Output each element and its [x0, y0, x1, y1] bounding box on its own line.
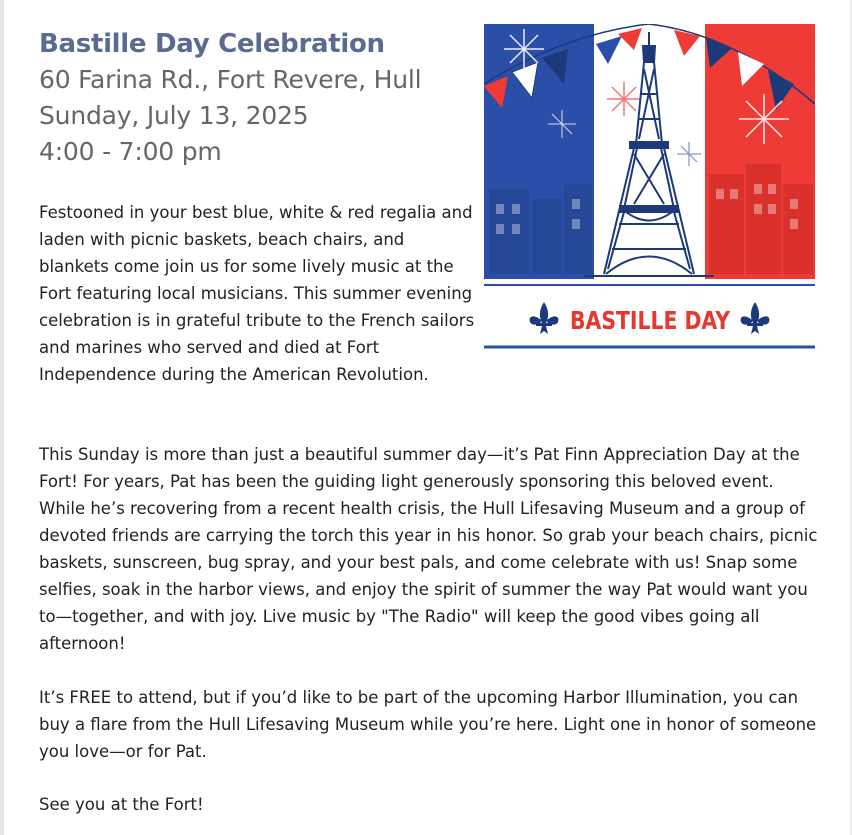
firework-icon-left [504, 29, 544, 69]
event-address: 60 Farina Rd., Fort Revere, Hull [39, 65, 422, 94]
event-date: Sunday, July 13, 2025 [39, 101, 309, 130]
intro-paragraph: Festooned in your best blue, white & red regalia and laden with picnic baskets, beach chairs, and blankets come join us for some lively music at the Fort featuring local musicians. This summer evening celebration is in grateful tribute to the French sailors and marines who served and died at Fort Independence during the American Revolution. [39, 203, 475, 384]
left-border [0, 0, 4, 835]
poster-banner-text: BASTILLE DAY [570, 306, 731, 335]
firework-icon-center [607, 82, 641, 116]
appreciation-paragraph: This Sunday is more than just a beautiful summer day—it’s Pat Finn Appreciation Day at the Fort! For years, Pat has been the guiding light generously sponsoring this beloved event. While he’s recovering from a recent health crisis, the Hull Lifesaving Museum and a group of devoted friends are carrying the torch this year in his honor. So grab your beach chairs, picnic baskets, sunscreen, bug spray, and your best pals, and come celebrate with us! Snap some selfies, soak in the harbor views, and enjoy the spirit of summer the way Pat would want you to—together, and with joy. Live music by "The Radio" will keep the good vibes going all afternoon! [39, 445, 818, 653]
event-time: 4:00 - 7:00 pm [39, 137, 222, 166]
event-title: Bastille Day Celebration [39, 29, 385, 59]
admission-paragraph: It’s FREE to attend, but if you’d like to be part of the upcoming Harbor Illumination, you can buy a flare from the Hull Lifesaving Museum while you’re here. Light one in honor of someone you love—or for Pat. [39, 688, 817, 761]
closing-line: See you at the Fort! [39, 795, 204, 814]
event-header [39, 26, 469, 170]
firework-icon-right [739, 94, 789, 144]
bastille-day-poster [484, 24, 815, 350]
